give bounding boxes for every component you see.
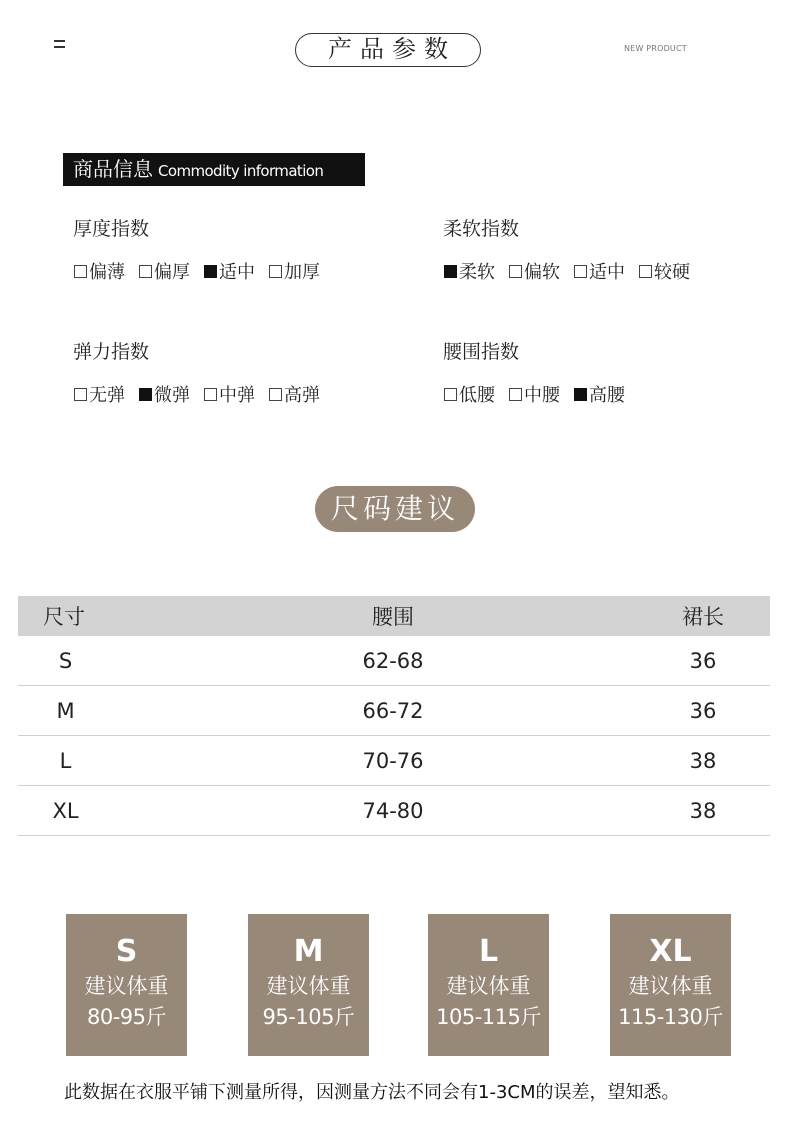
table-cell-length: 38	[689, 748, 717, 773]
weight-card-size: L	[478, 934, 499, 969]
option-label: 高弹	[284, 385, 320, 406]
table-cell-size: M	[56, 698, 75, 723]
weight-card-label: 建议体重	[446, 974, 531, 998]
page-title: 产品参数	[295, 33, 481, 67]
option-row-waist	[444, 381, 639, 407]
option-label: 偏薄	[89, 262, 125, 283]
option-label: 中弹	[219, 385, 255, 406]
table-header-size: 尺寸	[43, 605, 85, 629]
option-label: 适中	[219, 262, 255, 283]
weight-card-l	[428, 914, 549, 1056]
option-row-softness	[444, 258, 704, 284]
commodity-info-label-zh: 商品信息	[73, 157, 153, 181]
option-label: 柔软	[459, 262, 495, 283]
option-label: 适中	[589, 262, 625, 283]
table-cell-length: 38	[689, 798, 717, 823]
checkbox-checked-icon	[139, 388, 152, 401]
size-table	[18, 596, 770, 836]
checkbox-checked-icon	[574, 388, 587, 401]
table-cell-length: 36	[689, 648, 717, 673]
weight-card-label: 建议体重	[84, 974, 169, 998]
table-header-waist: 腰围	[372, 605, 414, 629]
checkbox-empty-icon	[444, 388, 457, 401]
checkbox-empty-icon	[139, 265, 152, 278]
size-advice-heading: 尺码建议	[315, 486, 475, 532]
group-title-thickness: 厚度指数	[73, 218, 150, 240]
option-label: 低腰	[459, 385, 495, 406]
table-cell-size: S	[58, 648, 73, 673]
table-header-row	[18, 596, 770, 636]
option-item	[74, 381, 125, 407]
option-label: 偏厚	[154, 262, 190, 283]
option-label: 偏软	[524, 262, 560, 283]
table-row	[18, 786, 770, 836]
option-item	[204, 258, 255, 284]
checkbox-empty-icon	[74, 265, 87, 278]
checkbox-empty-icon	[269, 265, 282, 278]
weight-card-xl	[610, 914, 731, 1056]
option-item	[509, 381, 560, 407]
table-header-length: 裙长	[682, 605, 724, 629]
option-label: 高腰	[589, 385, 625, 406]
commodity-info-label-en: Commodity information	[158, 162, 324, 180]
table-row	[18, 736, 770, 786]
option-item	[74, 258, 125, 284]
table-cell-waist: 62-68	[362, 648, 424, 673]
weight-card-s	[66, 914, 187, 1056]
table-cell-length: 36	[689, 698, 717, 723]
option-label: 微弹	[154, 385, 190, 406]
group-title-elasticity: 弹力指数	[73, 341, 150, 363]
weight-card-size: M	[293, 934, 324, 969]
weight-card-size: S	[115, 934, 138, 969]
checkbox-checked-icon	[204, 265, 217, 278]
option-row-elasticity	[74, 381, 334, 407]
option-item	[269, 258, 320, 284]
table-cell-waist: 74-80	[362, 798, 424, 823]
checkbox-empty-icon	[204, 388, 217, 401]
checkbox-checked-icon	[444, 265, 457, 278]
measurement-footnote: 此数据在衣服平铺下测量所得，因测量方法不同会有1-3CM的误差，望知悉。	[64, 1082, 680, 1103]
option-item	[444, 381, 495, 407]
option-label: 加厚	[284, 262, 320, 283]
checkbox-empty-icon	[639, 265, 652, 278]
weight-card-weight: 115-130斤	[618, 1005, 723, 1029]
checkbox-empty-icon	[509, 388, 522, 401]
option-item	[204, 381, 255, 407]
new-product-caption: NEW PRODUCT	[624, 44, 687, 53]
table-cell-waist: 66-72	[362, 698, 424, 723]
option-item	[574, 258, 625, 284]
weight-card-m	[248, 914, 369, 1056]
weight-card-label: 建议体重	[266, 974, 351, 998]
option-item	[639, 258, 690, 284]
table-row	[18, 686, 770, 736]
option-item	[509, 258, 560, 284]
option-item	[139, 381, 190, 407]
checkbox-empty-icon	[509, 265, 522, 278]
weight-card-weight: 80-95斤	[86, 1005, 167, 1029]
checkbox-empty-icon	[74, 388, 87, 401]
table-row	[18, 636, 770, 686]
option-item	[139, 258, 190, 284]
checkbox-empty-icon	[574, 265, 587, 278]
option-item	[444, 258, 495, 284]
option-label: 无弹	[89, 385, 125, 406]
menu-icon	[54, 40, 67, 52]
option-row-thickness	[74, 258, 334, 284]
commodity-info-label	[63, 153, 365, 186]
table-cell-size: XL	[52, 798, 79, 823]
table-cell-waist: 70-76	[362, 748, 424, 773]
checkbox-empty-icon	[269, 388, 282, 401]
weight-card-weight: 95-105斤	[262, 1005, 355, 1029]
option-item	[574, 381, 625, 407]
weight-card-weight: 105-115斤	[436, 1005, 541, 1029]
group-title-softness: 柔软指数	[443, 218, 520, 240]
weight-card-label: 建议体重	[628, 974, 713, 998]
option-item	[269, 381, 320, 407]
group-title-waist: 腰围指数	[443, 341, 520, 363]
option-label: 较硬	[654, 262, 690, 283]
option-label: 中腰	[524, 385, 560, 406]
weight-card-size: XL	[649, 934, 692, 969]
table-cell-size: L	[59, 748, 72, 773]
